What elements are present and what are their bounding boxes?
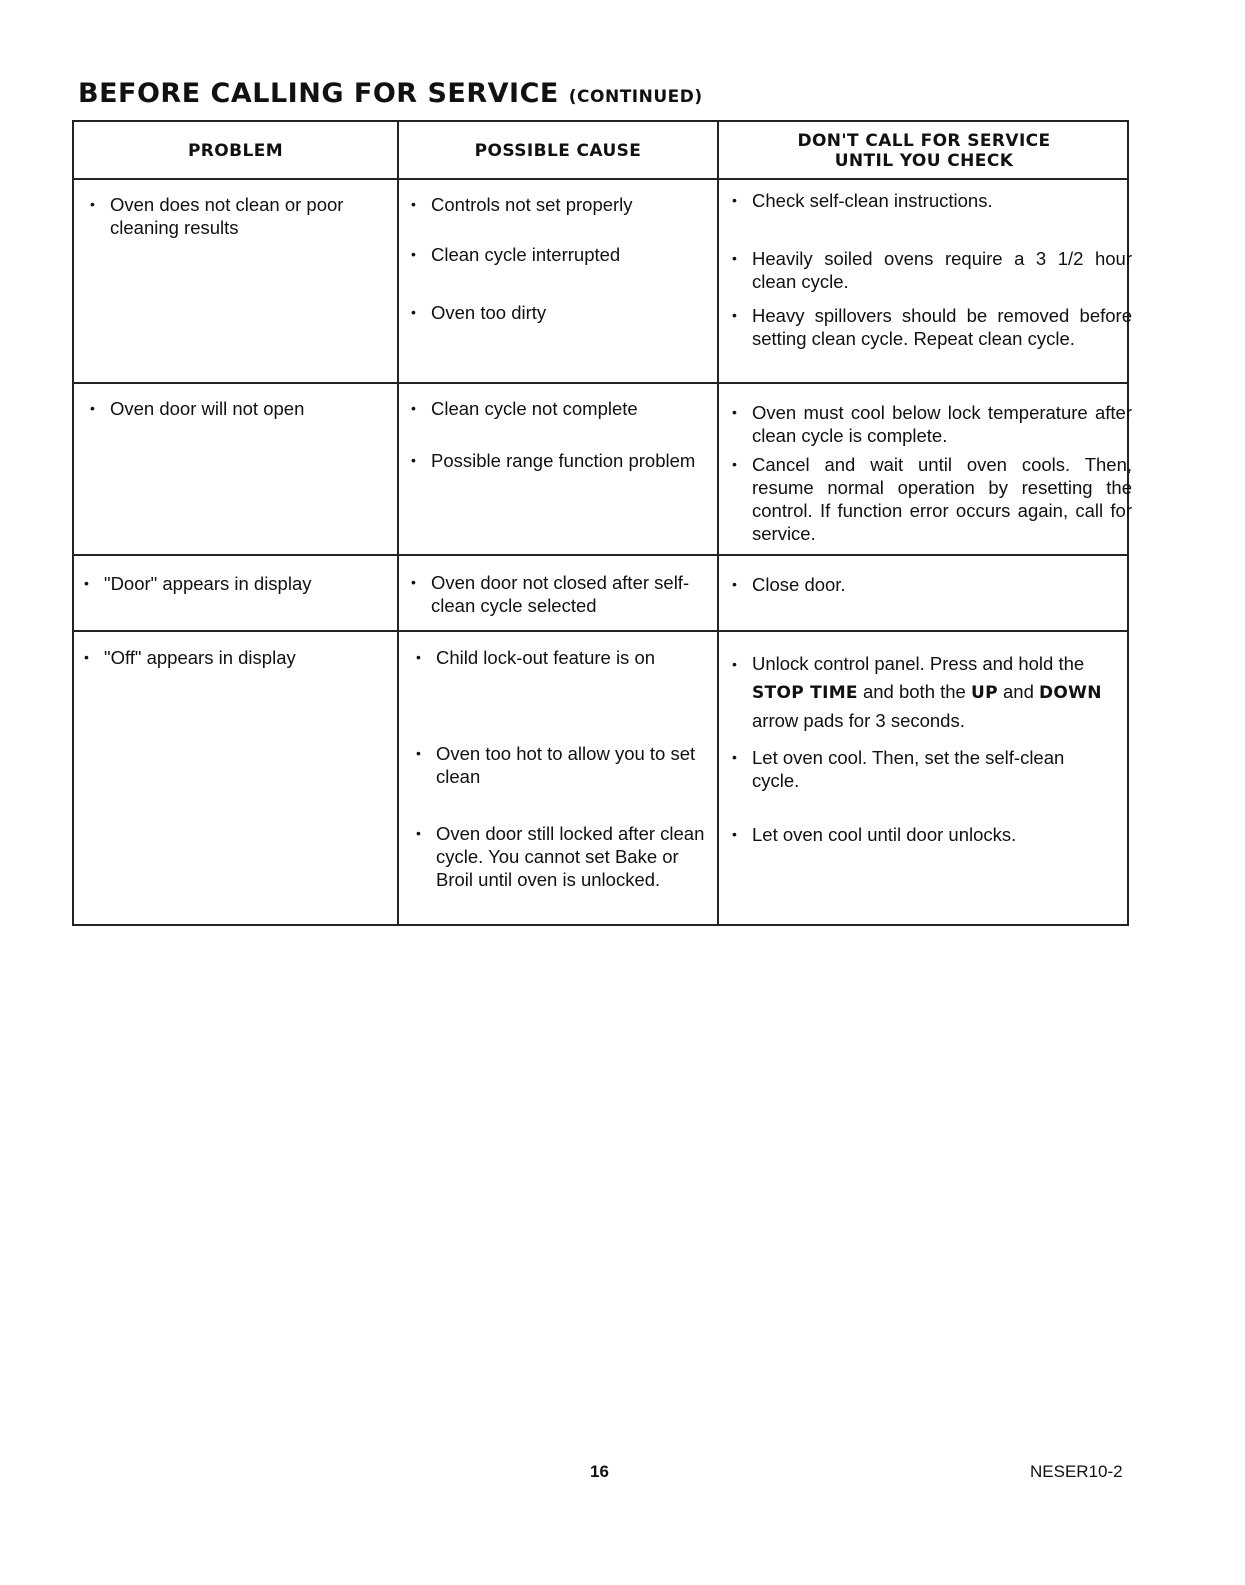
- header-check: [719, 122, 1129, 180]
- check-cell: • Check self-clean instructions.: [728, 189, 1132, 212]
- check-text: and: [997, 681, 1040, 702]
- cause-cell: • Possible range function problem: [407, 449, 701, 472]
- header-problem: PROBLEM: [187, 141, 284, 161]
- row-divider: [74, 554, 1127, 556]
- title-continued: (CONTINUED): [568, 87, 703, 107]
- cause-cell: • Clean cycle not complete: [407, 397, 721, 420]
- check-cell: • Close door.: [728, 573, 1132, 596]
- header-possible-cause: POSSIBLE CAUSE: [474, 141, 642, 161]
- check-cell: • Heavy spillovers should be removed before setting clean cycle. Repeat clean cycle.: [728, 304, 1132, 350]
- header-check-line1: DON'T CALL FOR SERVICE: [797, 131, 1051, 151]
- cause-cell: • Oven door not closed after self-clean cycle selected: [407, 571, 721, 617]
- check-cell: • Heavily soiled ovens require a 3 1/2 hour clean cycle.: [728, 247, 1132, 293]
- problem-cell: • Oven door will not open: [86, 397, 390, 420]
- down-key: DOWN: [1039, 683, 1102, 703]
- cause-cell: • Oven door still locked after clean cycle. You cannot set Bake or Broil until oven is unlocked.: [412, 822, 711, 891]
- check-text: Unlock control panel. Press and hold the: [752, 653, 1085, 674]
- header-check-line2: UNTIL YOU CHECK: [834, 151, 1014, 171]
- stop-time-key: STOP TIME: [752, 683, 858, 703]
- up-key: UP: [970, 683, 998, 703]
- problem-cell: • Oven does not clean or poor cleaning results: [86, 193, 390, 239]
- row-divider: [74, 630, 1127, 632]
- check-text: arrow pads for 3 seconds.: [752, 710, 965, 731]
- check-cell: • Oven must cool below lock temperature after clean cycle is complete.: [728, 401, 1132, 447]
- cause-cell: • Child lock-out feature is on: [412, 646, 721, 669]
- document-code: NESER10-2: [1030, 1462, 1123, 1481]
- cause-cell: • Controls not set properly: [407, 193, 721, 216]
- cause-cell: • Oven too hot to allow you to set clean: [412, 742, 706, 788]
- troubleshooting-table: [72, 120, 1132, 926]
- check-cell: • Let oven cool until door unlocks.: [728, 823, 1132, 846]
- column-divider: [397, 122, 399, 924]
- page-number: 16: [590, 1462, 609, 1481]
- check-cell: • Cancel and wait until oven cools. Then, resume normal operation by resetting the control. If function error occurs again, call for service.: [728, 453, 1132, 545]
- cause-cell: • Oven too dirty: [407, 301, 721, 324]
- cause-cell: • Clean cycle interrupted: [407, 243, 721, 266]
- page-title: [78, 78, 703, 109]
- check-cell: [728, 650, 1112, 735]
- problem-cell: • "Off" appears in display: [80, 646, 394, 669]
- row-divider: [74, 382, 1127, 384]
- check-cell: • Let oven cool. Then, set the self-clean cycle.: [728, 746, 1112, 792]
- title-main: BEFORE CALLING FOR SERVICE: [78, 78, 559, 109]
- problem-cell: • "Door" appears in display: [80, 572, 394, 595]
- check-text: and both the: [857, 681, 971, 702]
